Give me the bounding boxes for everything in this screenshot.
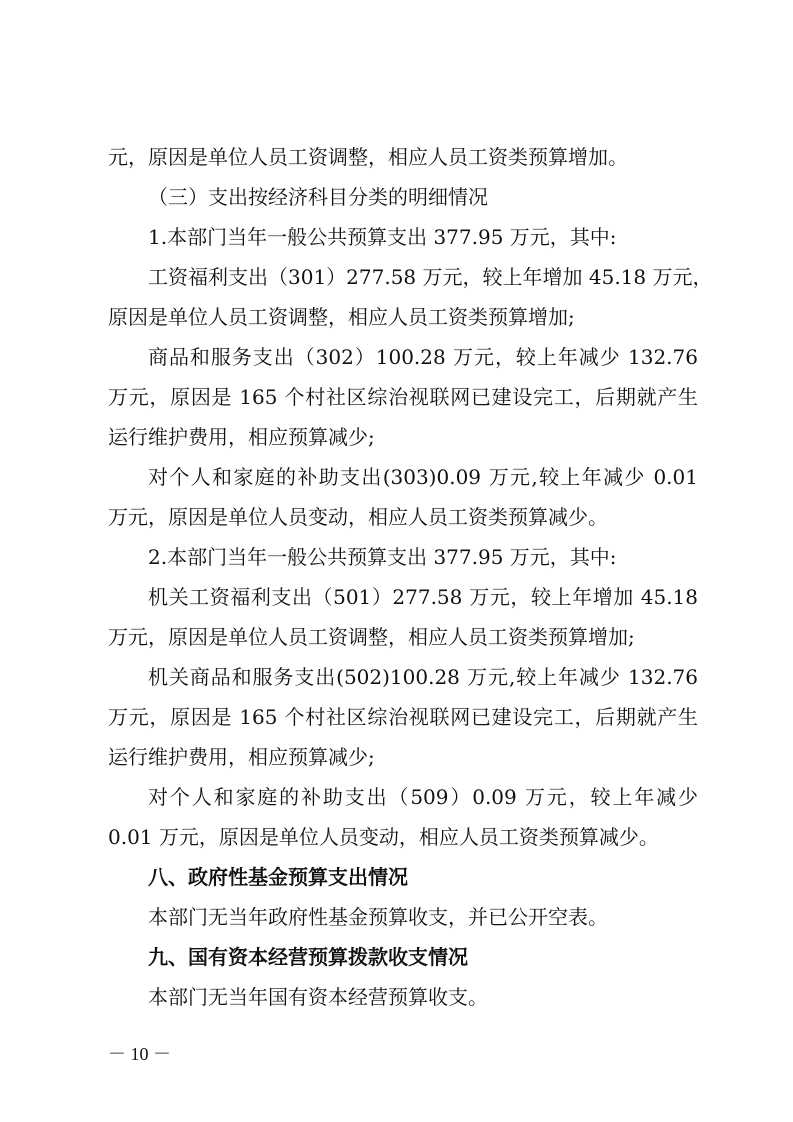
paragraph-line: 原因是单位人员工资调整，相应人员工资类预算增加; bbox=[108, 305, 575, 329]
section-heading: （三）支出按经济科目分类的明细情况 bbox=[148, 185, 488, 209]
paragraph-line: 万元，原因是单位人员工资调整，相应人员工资类预算增加; bbox=[108, 625, 635, 649]
paragraph-line: 元，原因是单位人员工资调整，相应人员工资类预算增加。 bbox=[108, 145, 628, 169]
section-heading: 八、政府性基金预算支出情况 bbox=[148, 865, 408, 889]
paragraph-line: 万元，原因是 165 个村社区综治视联网已建设完工，后期就产生 bbox=[108, 385, 698, 409]
paragraph-line: 机关商品和服务支出(502)100.28 万元,较上年减少 132.76 bbox=[148, 665, 698, 689]
paragraph-line: 1.本部门当年一般公共预算支出 377.95 万元，其中: bbox=[148, 225, 617, 249]
paragraph-line: 对个人和家庭的补助支出（509）0.09 万元，较上年减少 bbox=[148, 785, 698, 809]
paragraph-line: 0.01 万元，原因是单位人员变动，相应人员工资类预算减少。 bbox=[108, 825, 659, 849]
paragraph-line: 运行维护费用，相应预算减少; bbox=[108, 425, 375, 449]
paragraph-line: 万元，原因是单位人员变动，相应人员工资类预算减少。 bbox=[108, 505, 608, 529]
paragraph-line: 2.本部门当年一般公共预算支出 377.95 万元，其中: bbox=[148, 545, 617, 569]
paragraph-line: 机关工资福利支出（501）277.58 万元，较上年增加 45.18 bbox=[148, 585, 698, 609]
paragraph-line: 工资福利支出（301）277.58 万元，较上年增加 45.18 万元， bbox=[148, 265, 713, 289]
section-heading: 九、国有资本经营预算拨款收支情况 bbox=[148, 945, 468, 969]
paragraph-line: 本部门无当年政府性基金预算收支，并已公开空表。 bbox=[148, 905, 608, 929]
paragraph-line: 本部门无当年国有资本经营预算收支。 bbox=[148, 985, 488, 1009]
paragraph-line: 万元，原因是 165 个村社区综治视联网已建设完工，后期就产生 bbox=[108, 705, 698, 729]
page-number: － 10 － bbox=[108, 1044, 171, 1064]
paragraph-line: 对个人和家庭的补助支出(303)0.09 万元,较上年减少 0.01 bbox=[148, 465, 698, 489]
paragraph-line: 运行维护费用，相应预算减少; bbox=[108, 745, 375, 769]
paragraph-line: 商品和服务支出（302）100.28 万元，较上年减少 132.76 bbox=[148, 345, 698, 369]
